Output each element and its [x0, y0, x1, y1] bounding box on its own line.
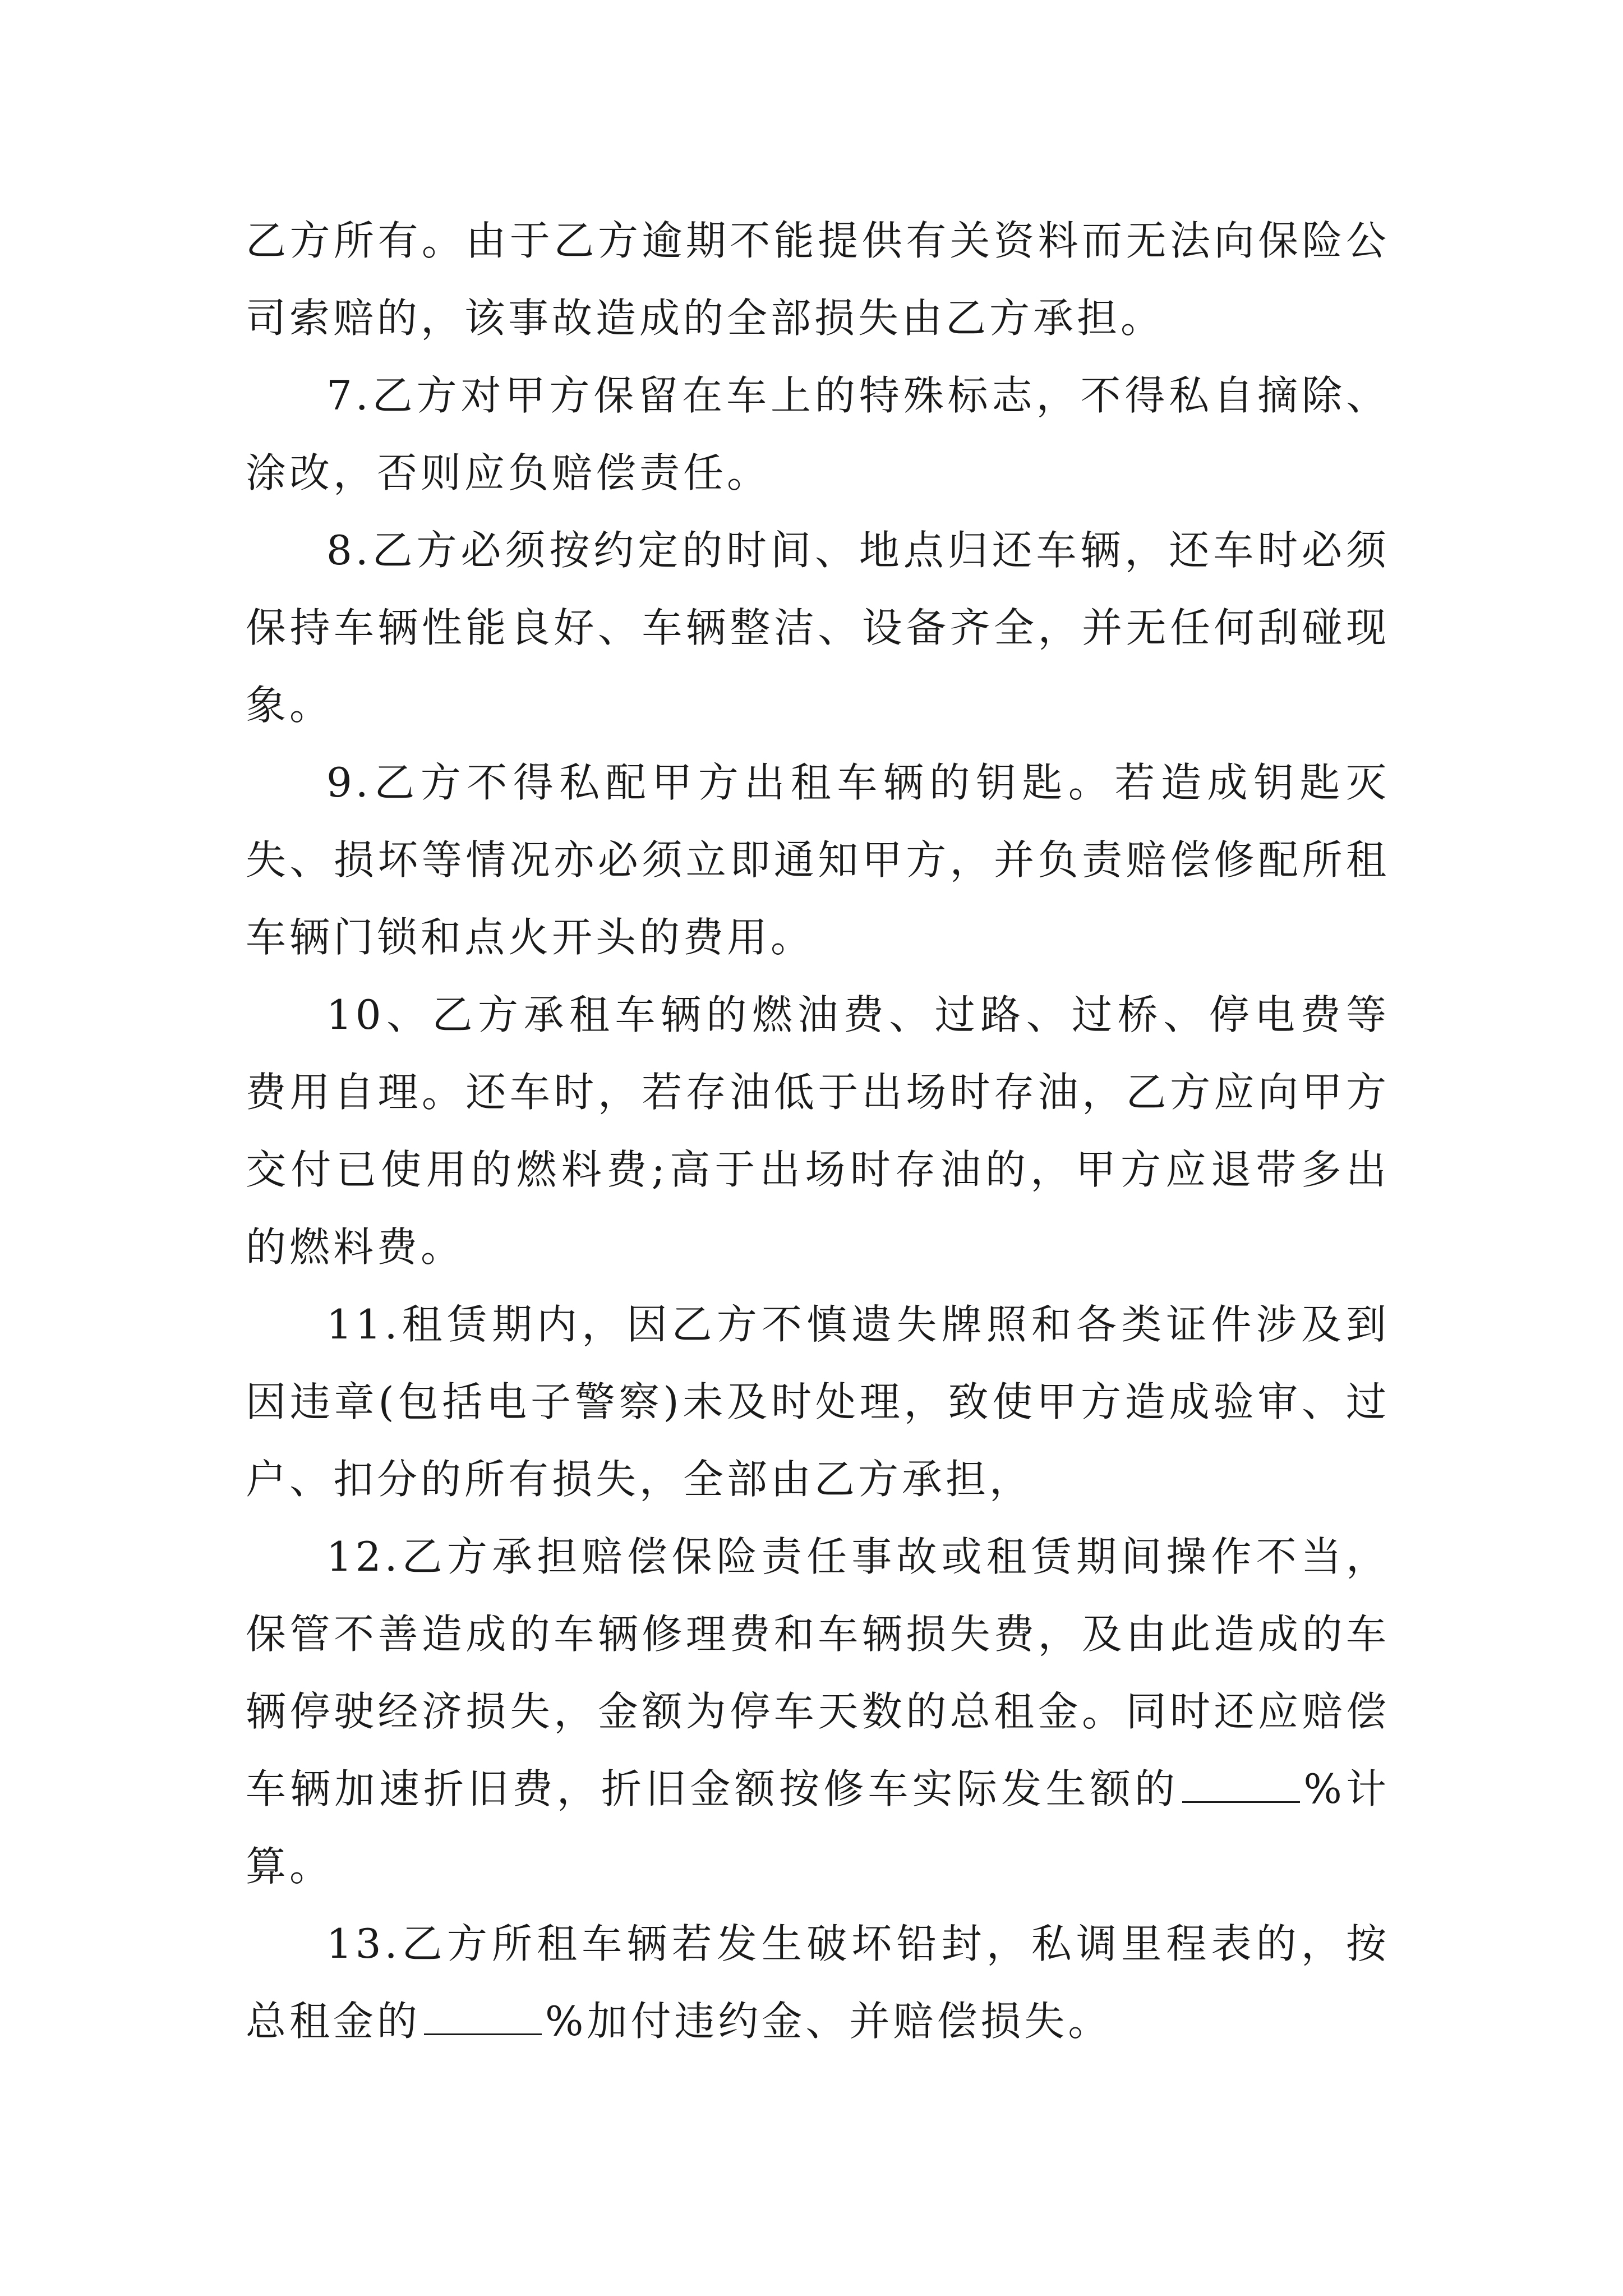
paragraph-13 [246, 1905, 1390, 2060]
paragraph-11 [246, 1286, 1390, 1518]
paragraph-text: %计算。 [246, 1765, 1390, 1890]
paragraph-text: 9.乙方不得私配甲方出租车辆的钥匙。若造成钥匙灭失、损坏等情况亦必须立即通知甲方，并负责赔偿修配所租车辆门锁和点火开头的费用。 [246, 759, 1390, 961]
paragraph-10 [246, 976, 1390, 1286]
paragraph-text: 11.租赁期内，因乙方不慎遗失牌照和各类证件涉及到因违章(包括电子警察)未及时处理，致使甲方造成验审、过户、扣分的所有损失，全部由乙方承担， [246, 1301, 1390, 1503]
paragraph-6-continuation [246, 202, 1390, 357]
paragraph-text: %加付违约金、并赔偿损失。 [545, 1998, 1112, 2045]
paragraph-text: 8.乙方必须按约定的时间、地点归还车辆，还车时必须保持车辆性能良好、车辆整洁、设备齐全，并无任何刮碰现象。 [246, 527, 1390, 729]
fill-in-blank [424, 1996, 542, 2035]
paragraph-text: 乙方所有。由于乙方逾期不能提供有关资料而无法向保险公司索赔的，该事故造成的全部损失由乙方承担。 [246, 217, 1390, 342]
paragraph-text: 10、乙方承租车辆的燃油费、过路、过桥、停电费等费用自理。还车时，若存油低于出场时存油，乙方应向甲方交付已使用的燃料费;高于出场时存油的，甲方应退带多出的燃料费。 [246, 991, 1390, 1271]
paragraph-text: 13.乙方所租车辆若发生破坏铅封，私调里程表的，按总租金的 [246, 1920, 1390, 2045]
paragraph-12 [246, 1518, 1390, 1905]
document-body [246, 202, 1390, 2060]
paragraph-8 [246, 512, 1390, 744]
paragraph-9 [246, 744, 1390, 976]
paragraph-text: 7.乙方对甲方保留在车上的特殊标志，不得私自摘除、涂改，否则应负赔偿责任。 [246, 372, 1390, 496]
paragraph-text: 12.乙方承担赔偿保险责任事故或租赁期间操作不当，保管不善造成的车辆修理费和车辆损失费，及由此造成的车辆停驶经济损失，金额为停车天数的总租金。同时还应赔偿车辆加速折旧费，折旧金额按修车实际发生额的 [246, 1533, 1390, 1812]
paragraph-7 [246, 357, 1390, 512]
fill-in-blank [1182, 1764, 1300, 1803]
